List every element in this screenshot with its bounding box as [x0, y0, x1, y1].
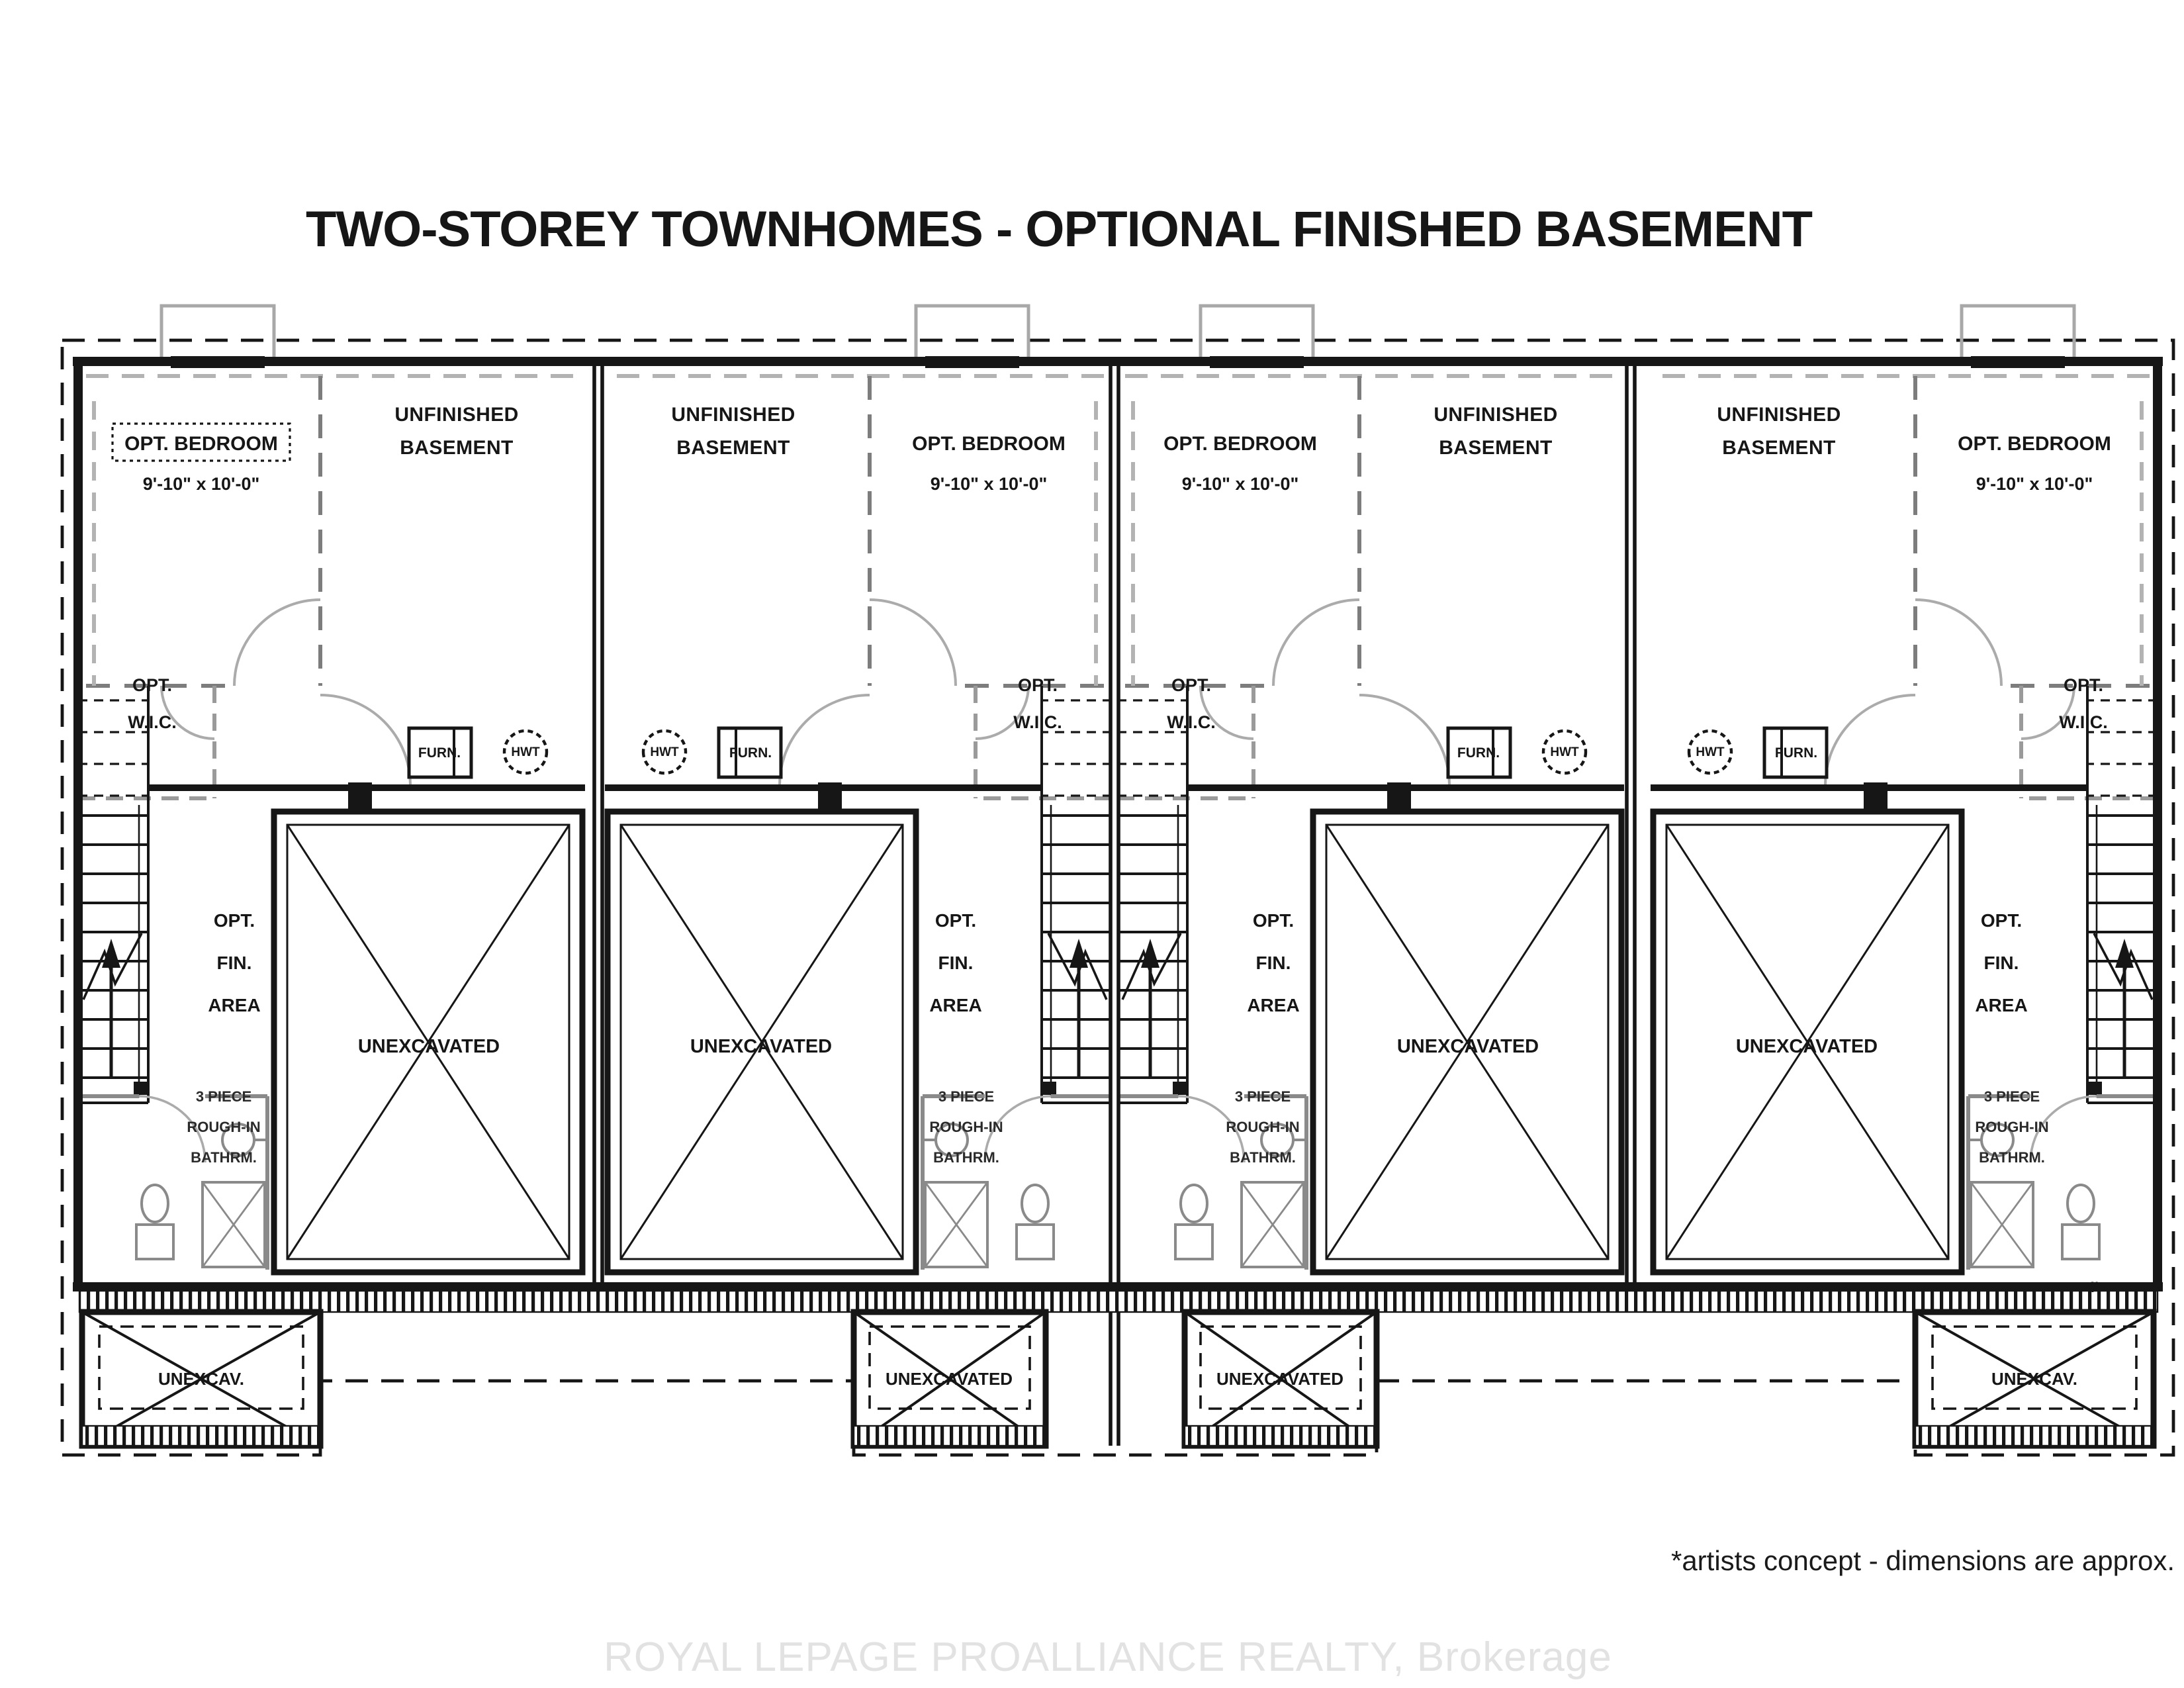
unit-4-bedroom-label: OPT. BEDROOM: [1958, 433, 2111, 455]
unit-4-furnace-label: FURN.: [1774, 745, 1818, 761]
unit-4-bedroom-dims: 9'-10" x 10'-0": [1976, 474, 2093, 494]
unit-1-bathroom-label-3: BATHRM.: [191, 1149, 257, 1166]
unit-3-hwt-label: HWT: [1550, 745, 1579, 759]
unit-3-bedroom-dims: 9'-10" x 10'-0": [1181, 474, 1299, 494]
unit-4-bathroom-label-1: 3 PIECE: [1983, 1088, 2040, 1105]
unit-2-wic-label-2: W.I.C.: [1013, 712, 1062, 732]
unit-2-bedroom-dims: 9'-10" x 10'-0": [930, 474, 1048, 494]
unit-3-fin-area-label-3: AREA: [1247, 995, 1300, 1015]
unit-1-crawlspace-label: UNEXCAVATED: [357, 1036, 500, 1057]
unit-2-bathroom-label-1: 3 PIECE: [938, 1088, 995, 1105]
unit-2-porch-label: UNEXCAVATED: [885, 1369, 1013, 1389]
unit-4-basement-label-1: UNFINISHED: [1717, 404, 1841, 426]
disclaimer-note: *artists concept - dimensions are approx.: [1670, 1545, 2175, 1576]
unit-1-wic-label-1: OPT.: [132, 675, 173, 695]
unit-1-bathroom-label-1: 3 PIECE: [195, 1088, 252, 1105]
unit-4-fin-area-label-2: FIN.: [1983, 953, 2019, 973]
unit-3-wic-label-2: W.I.C.: [1167, 712, 1216, 732]
unit-1-wic-label-2: W.I.C.: [128, 712, 177, 732]
unit-4-labels: [1696, 404, 2111, 1389]
unit-2-wic-label-1: OPT.: [1017, 675, 1058, 695]
unit-1-bedroom-dims: 9'-10" x 10'-0": [142, 474, 260, 494]
unit-1-hwt-label: HWT: [511, 745, 540, 759]
unit-2-crawlspace-label: UNEXCAVATED: [690, 1036, 833, 1057]
unit-1-basement-label-2: BASEMENT: [400, 437, 514, 459]
unit-3-basement-label-2: BASEMENT: [1439, 437, 1553, 459]
unit-3-porch-label: UNEXCAVATED: [1216, 1369, 1344, 1389]
unit-3-fin-area-label-1: OPT.: [1252, 910, 1295, 931]
unit-1-porch-label: UNEXCAV.: [158, 1369, 245, 1389]
unit-1-fin-area-label-2: FIN.: [216, 953, 252, 973]
unit-2-hwt-label: HWT: [650, 745, 679, 759]
unit-4-fin-area-label-1: OPT.: [1980, 910, 2023, 931]
unit-1-basement-label-1: UNFINISHED: [394, 404, 519, 426]
plan-title: TWO-STOREY TOWNHOMES - OPTIONAL FINISHED BASEMENT: [305, 201, 1813, 258]
unit-3-fin-area-label-2: FIN.: [1255, 953, 1291, 973]
unit-2-labels: [650, 404, 1065, 1389]
unit-1-furnace-label: FURN.: [418, 745, 461, 761]
unit-3-furnace-label: FURN.: [1457, 745, 1500, 761]
unit-2-fin-area-label-3: AREA: [929, 995, 982, 1015]
unit-4-bathroom-label-2: ROUGH-IN: [1975, 1119, 2049, 1135]
unit-2-bathroom-label-2: ROUGH-IN: [929, 1119, 1003, 1135]
unit-3-bathroom-label-2: ROUGH-IN: [1226, 1119, 1300, 1135]
unit-4-bathroom-label-3: BATHRM.: [1979, 1149, 2045, 1166]
unit-4-porch-dim: 4': [2087, 1279, 2099, 1295]
unit-3-crawlspace-label: UNEXCAVATED: [1396, 1036, 1539, 1057]
unit-4-wic-label-2: W.I.C.: [2059, 712, 2108, 732]
unit-1-bedroom-label: OPT. BEDROOM: [124, 433, 278, 455]
unit-1-bathroom-label-2: ROUGH-IN: [187, 1119, 261, 1135]
unit-2-basement-label-1: UNFINISHED: [671, 404, 796, 426]
unit-4-crawlspace-label: UNEXCAVATED: [1735, 1036, 1878, 1057]
unit-2-furnace-label: FURN.: [729, 745, 772, 761]
unit-2-basement-label-2: BASEMENT: [676, 437, 790, 459]
unit-4-porch-label: UNEXCAV.: [1991, 1369, 2078, 1389]
unit-3-bathroom-label-3: BATHRM.: [1230, 1149, 1296, 1166]
unit-1-fin-area-label-1: OPT.: [213, 910, 255, 931]
unit-3-basement-label-1: UNFINISHED: [1433, 404, 1558, 426]
unit-4-basement-label-2: BASEMENT: [1722, 437, 1836, 459]
foundation-hatch-strip: [79, 1291, 2158, 1312]
unit-4-fin-area-label-3: AREA: [1975, 995, 2028, 1015]
unit-4-hwt-label: HWT: [1696, 745, 1725, 759]
unit-4-wic-label-1: OPT.: [2063, 675, 2104, 695]
unit-3-labels: [1163, 404, 1579, 1389]
unit-2-fin-area-label-2: FIN.: [938, 953, 974, 973]
unit-2-bathroom-label-3: BATHRM.: [933, 1149, 999, 1166]
unit-2-fin-area-label-1: OPT.: [934, 910, 977, 931]
unit-2-bedroom-label: OPT. BEDROOM: [912, 433, 1066, 455]
unit-3-wic-label-1: OPT.: [1171, 675, 1212, 695]
unit-1-labels: [113, 404, 540, 1389]
brokerage-watermark: ROYAL LEPAGE PROALLIANCE REALTY, Brokerage: [604, 1634, 1612, 1680]
unit-3-bathroom-label-1: 3 PIECE: [1234, 1088, 1291, 1105]
unit-1-fin-area-label-3: AREA: [208, 995, 261, 1015]
unit-3-bedroom-label: OPT. BEDROOM: [1163, 433, 1317, 455]
